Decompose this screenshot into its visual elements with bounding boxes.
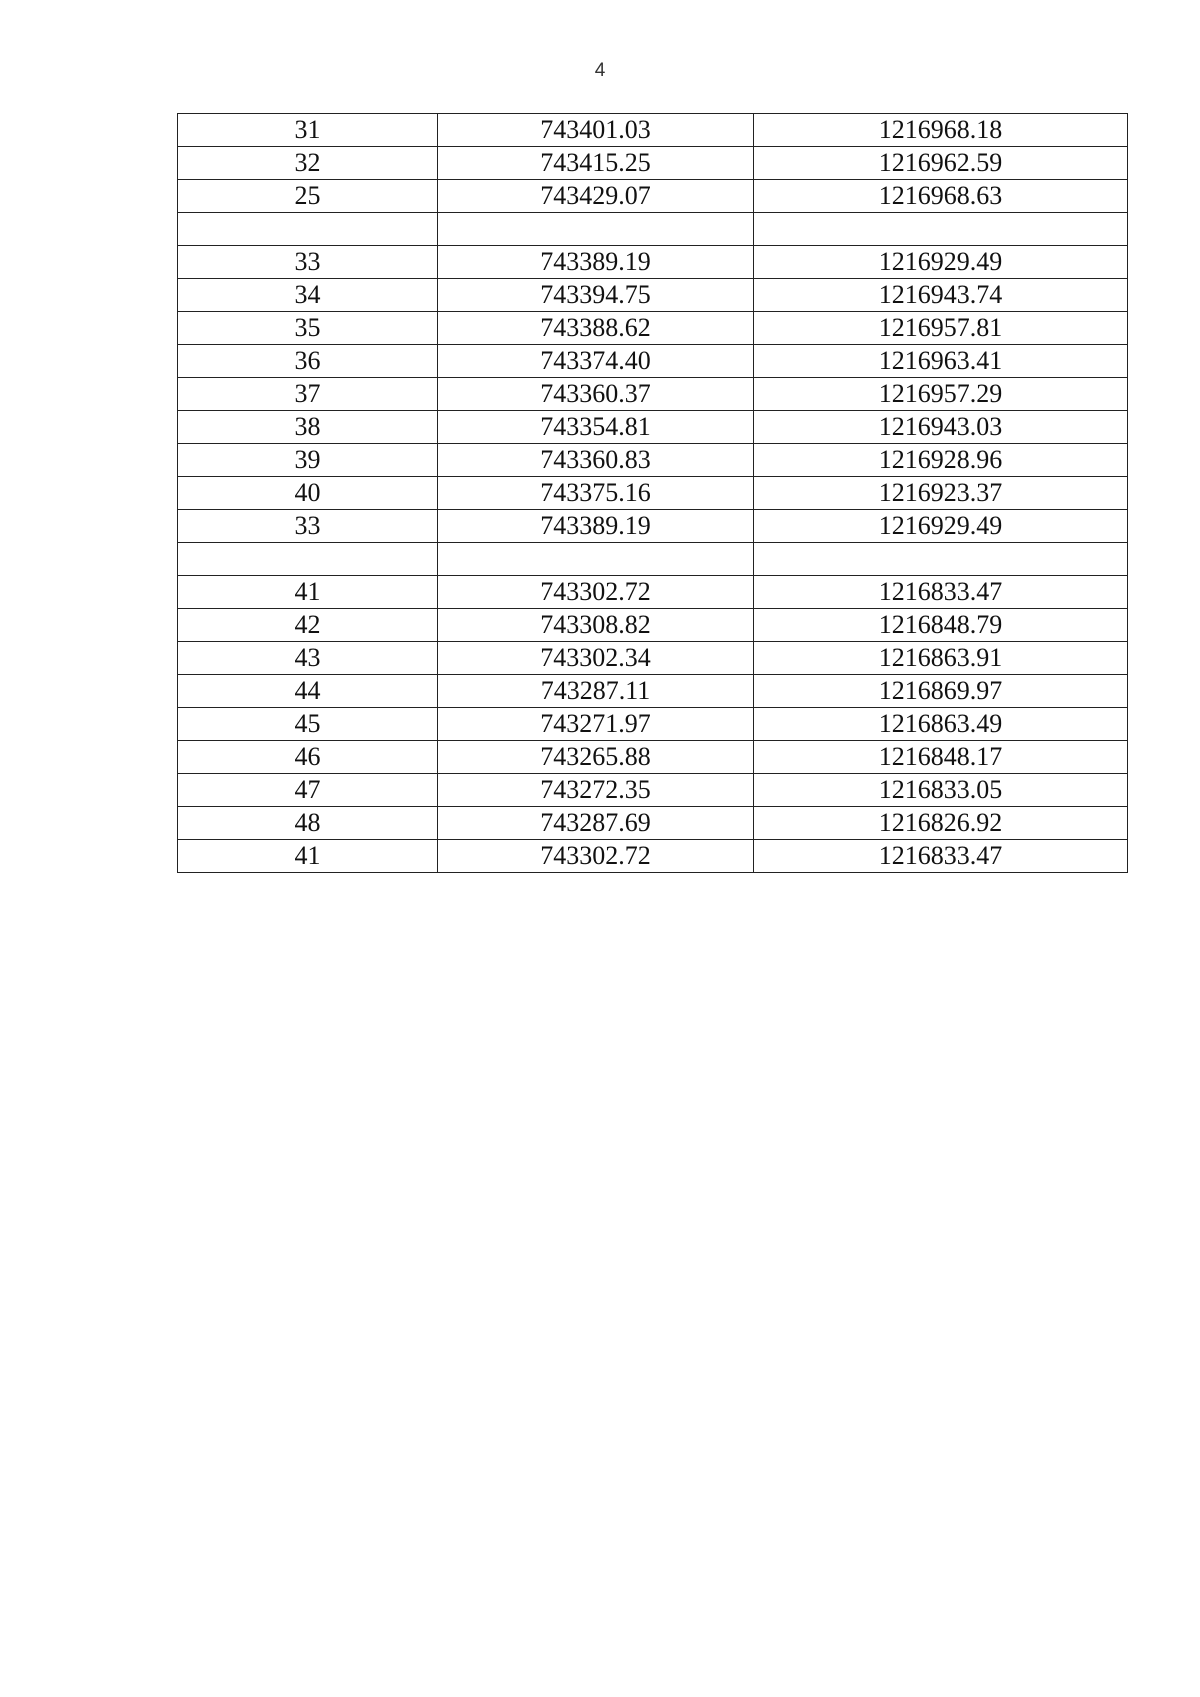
table-row [178, 510, 1128, 543]
point-number-cell: 41 [178, 576, 438, 609]
table-row [178, 774, 1128, 807]
table-row [178, 411, 1128, 444]
table-row [178, 609, 1128, 642]
point-number-cell: 36 [178, 345, 438, 378]
x-coordinate-cell: 743302.34 [438, 642, 754, 675]
point-number-cell: 48 [178, 807, 438, 840]
x-coordinate-cell: 743394.75 [438, 279, 754, 312]
point-number-cell: 25 [178, 180, 438, 213]
x-coordinate-cell: 743389.19 [438, 510, 754, 543]
y-coordinate-cell: 1216848.17 [754, 741, 1128, 774]
x-coordinate-cell: 743375.16 [438, 477, 754, 510]
x-coordinate-cell: 743302.72 [438, 576, 754, 609]
x-coordinate-cell: 743429.07 [438, 180, 754, 213]
separator-row [178, 543, 1128, 576]
table-row [178, 477, 1128, 510]
page-number: 4 [594, 60, 606, 81]
x-coordinate-cell: 743389.19 [438, 246, 754, 279]
x-coordinate-cell: 743302.72 [438, 840, 754, 873]
y-coordinate-cell: 1216923.37 [754, 477, 1128, 510]
point-number-cell: 46 [178, 741, 438, 774]
point-number-cell: 41 [178, 840, 438, 873]
point-number-cell: 37 [178, 378, 438, 411]
table-row [178, 147, 1128, 180]
y-coordinate-cell: 1216962.59 [754, 147, 1128, 180]
x-coordinate-cell [438, 543, 754, 576]
point-number-cell: 44 [178, 675, 438, 708]
separator-row [178, 213, 1128, 246]
table-row [178, 378, 1128, 411]
y-coordinate-cell: 1216957.81 [754, 312, 1128, 345]
table-row [178, 444, 1128, 477]
point-number-cell: 35 [178, 312, 438, 345]
y-coordinate-cell: 1216863.91 [754, 642, 1128, 675]
x-coordinate-cell: 743287.69 [438, 807, 754, 840]
x-coordinate-cell: 743272.35 [438, 774, 754, 807]
table-row [178, 741, 1128, 774]
point-number-cell: 32 [178, 147, 438, 180]
x-coordinate-cell: 743388.62 [438, 312, 754, 345]
coordinates-table [177, 113, 1128, 873]
point-number-cell: 31 [178, 114, 438, 147]
y-coordinate-cell: 1216869.97 [754, 675, 1128, 708]
y-coordinate-cell: 1216826.92 [754, 807, 1128, 840]
x-coordinate-cell: 743401.03 [438, 114, 754, 147]
x-coordinate-cell: 743287.11 [438, 675, 754, 708]
y-coordinate-cell: 1216957.29 [754, 378, 1128, 411]
point-number-cell [178, 213, 438, 246]
x-coordinate-cell: 743360.83 [438, 444, 754, 477]
table-row [178, 246, 1128, 279]
y-coordinate-cell: 1216968.63 [754, 180, 1128, 213]
y-coordinate-cell: 1216833.47 [754, 840, 1128, 873]
table-row [178, 345, 1128, 378]
table-row [178, 840, 1128, 873]
table-row [178, 675, 1128, 708]
y-coordinate-cell [754, 543, 1128, 576]
y-coordinate-cell: 1216943.03 [754, 411, 1128, 444]
table-row [178, 279, 1128, 312]
point-number-cell: 33 [178, 510, 438, 543]
point-number-cell: 38 [178, 411, 438, 444]
x-coordinate-cell: 743360.37 [438, 378, 754, 411]
x-coordinate-cell: 743415.25 [438, 147, 754, 180]
y-coordinate-cell: 1216833.47 [754, 576, 1128, 609]
x-coordinate-cell: 743374.40 [438, 345, 754, 378]
point-number-cell: 43 [178, 642, 438, 675]
table-row [178, 114, 1128, 147]
table-row [178, 807, 1128, 840]
y-coordinate-cell: 1216928.96 [754, 444, 1128, 477]
table-row [178, 708, 1128, 741]
x-coordinate-cell: 743308.82 [438, 609, 754, 642]
y-coordinate-cell: 1216929.49 [754, 246, 1128, 279]
table-row [178, 312, 1128, 345]
y-coordinate-cell: 1216968.18 [754, 114, 1128, 147]
x-coordinate-cell: 743271.97 [438, 708, 754, 741]
y-coordinate-cell [754, 213, 1128, 246]
point-number-cell: 34 [178, 279, 438, 312]
table-row [178, 576, 1128, 609]
point-number-cell: 40 [178, 477, 438, 510]
x-coordinate-cell [438, 213, 754, 246]
table-row [178, 642, 1128, 675]
y-coordinate-cell: 1216929.49 [754, 510, 1128, 543]
point-number-cell: 42 [178, 609, 438, 642]
table-row [178, 180, 1128, 213]
point-number-cell [178, 543, 438, 576]
y-coordinate-cell: 1216848.79 [754, 609, 1128, 642]
y-coordinate-cell: 1216863.49 [754, 708, 1128, 741]
x-coordinate-cell: 743265.88 [438, 741, 754, 774]
x-coordinate-cell: 743354.81 [438, 411, 754, 444]
point-number-cell: 45 [178, 708, 438, 741]
y-coordinate-cell: 1216943.74 [754, 279, 1128, 312]
y-coordinate-cell: 1216833.05 [754, 774, 1128, 807]
point-number-cell: 47 [178, 774, 438, 807]
point-number-cell: 33 [178, 246, 438, 279]
point-number-cell: 39 [178, 444, 438, 477]
coordinates-table-body [178, 114, 1128, 873]
y-coordinate-cell: 1216963.41 [754, 345, 1128, 378]
